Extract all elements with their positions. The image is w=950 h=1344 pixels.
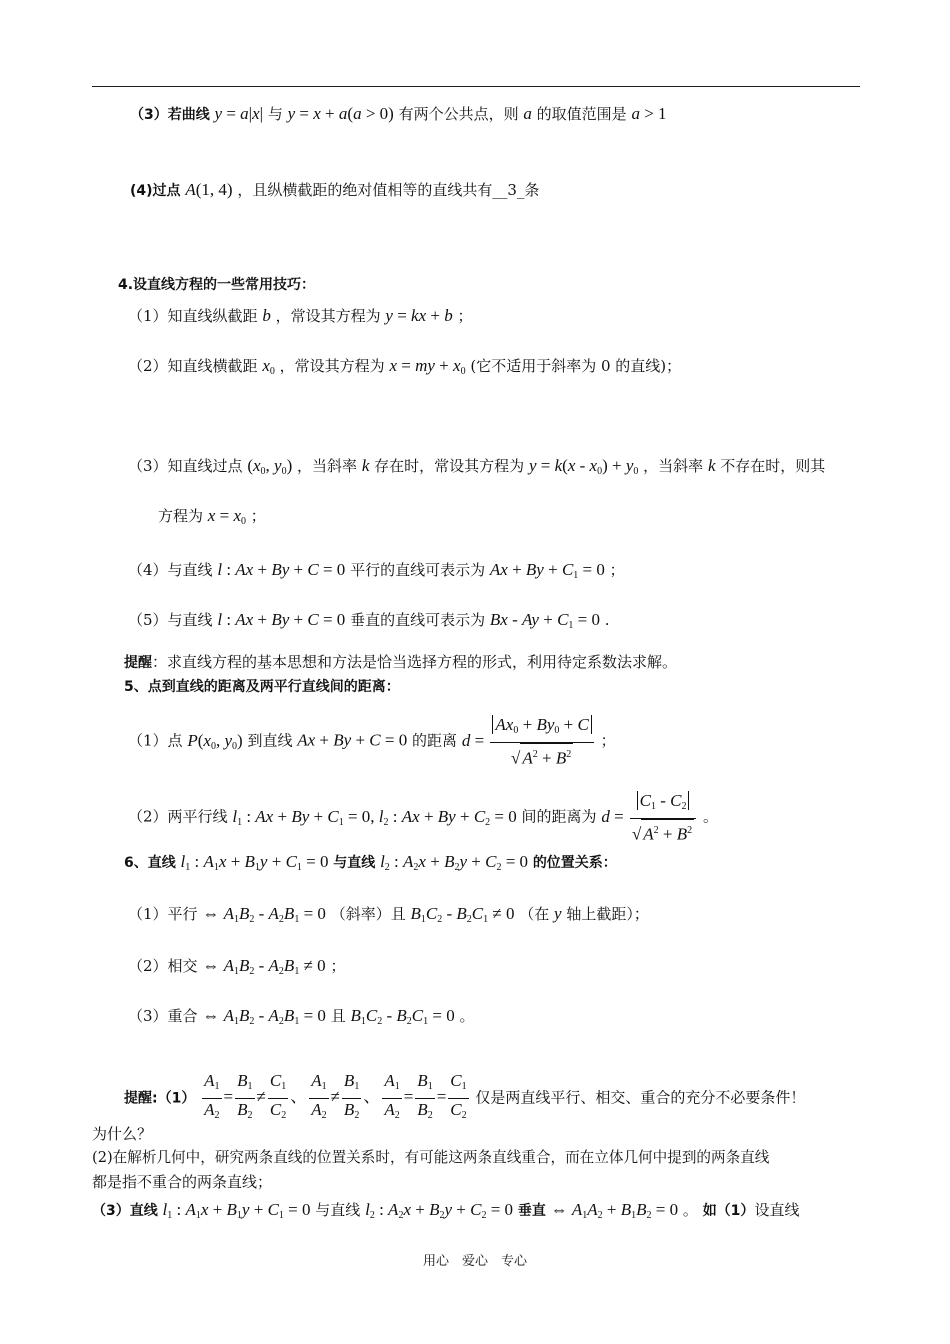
text: ，且纵横截距的绝对值相等的直线共有__3_条: [237, 181, 540, 199]
text: （3）直线: [92, 1203, 158, 1219]
point-p: $P(x_0$, $y_0$): [187, 730, 243, 752]
text: ；: [600, 731, 616, 750]
text: 为什么？: [92, 1125, 153, 1143]
s5-item-1: [128, 714, 616, 770]
text: 间的距离为: [521, 807, 597, 826]
point: ($x_0$, $y_0$): [247, 456, 293, 477]
text: 都是指不重合的两条直线；: [92, 1173, 273, 1191]
distance-formula: d = $\frac{Ax_0 + By_0 + C}{√ A^2 + B^2}$: [462, 731, 596, 750]
text: ，常设其方程为: [279, 357, 385, 375]
s4-item-2: [128, 356, 681, 382]
tip-label: 提醒:（1）: [124, 1090, 196, 1107]
formula: $Bx - Ay + C_1 = 0$: [489, 610, 601, 631]
text: 存在时，常设其方程为: [374, 457, 525, 475]
line-l: l : Ax + By + C = 0: [217, 560, 346, 579]
text: ；: [457, 307, 473, 325]
label: （3）若曲线: [130, 107, 210, 123]
formula: ⇔ $A_1B_2 - A_2B_1 = 0$: [202, 1006, 326, 1027]
formula: x = my + $x_0$: [389, 356, 466, 377]
s6-note-2: [92, 1148, 769, 1168]
text: 到直线: [247, 731, 293, 750]
section-6-title: [124, 852, 617, 878]
text: （1）知直线纵截距: [128, 307, 258, 325]
text: (2)在解析几何中，研究两条直线的位置关系时，有可能这两条直线重合，而在立体几何中提到的两条直线: [92, 1149, 770, 1166]
text: ，当斜率: [297, 457, 358, 475]
text: 设直线: [754, 1201, 800, 1219]
text: ；: [330, 957, 346, 975]
text: ，当斜率: [643, 457, 704, 475]
text: 方程为: [158, 507, 204, 525]
s6-why: [92, 1124, 152, 1144]
formula: ⇔ $A_1B_2 - A_2B_1 = 0$: [202, 904, 326, 925]
s6-parallel: [128, 904, 649, 930]
line-l: l : Ax + By + C = 0: [217, 610, 346, 629]
formula-curve: y = a|x|: [214, 104, 264, 123]
s4-item-5: [128, 610, 610, 636]
label: (4)过点: [130, 183, 181, 199]
point-a: A(1, 4): [185, 180, 233, 199]
text: 如（1）: [702, 1203, 755, 1219]
answer: a > 1: [631, 104, 667, 123]
text: （2）相交: [128, 957, 198, 975]
header-rule: [92, 86, 860, 87]
text: （2）两平行线: [128, 807, 228, 826]
formula: $x = x_0$: [207, 506, 246, 527]
text: 的取值范围是: [536, 105, 627, 123]
s6-note-2b: [92, 1172, 272, 1192]
text: 与直线: [315, 1201, 361, 1219]
var-k: k: [361, 456, 370, 475]
section-5-title: [124, 676, 400, 697]
var-b: b: [262, 306, 271, 325]
text: ；: [609, 561, 625, 579]
line-l2: $l_2$ : $A_2x + B_2y + C_2 = 0$: [380, 852, 529, 873]
text: （3）知直线过点: [128, 457, 243, 475]
formula: $B_1C_2 - B_2C_1 = 0$: [350, 1006, 455, 1027]
formula: $Ax + By + C_1 = 0$: [489, 560, 605, 581]
formula-line: y = x + a(a > 0): [287, 104, 394, 123]
text: 与: [267, 105, 283, 123]
text: 。: [702, 807, 718, 826]
text: (它不适用于斜率为 0 的直线)；: [470, 357, 682, 375]
text: （4）与直线: [128, 561, 213, 579]
text: 。: [682, 1201, 698, 1219]
title: 的位置关系：: [532, 855, 617, 871]
text: 平行的直线可表示为: [350, 561, 486, 579]
tip-label: 提醒: [124, 655, 152, 671]
text: ，常设其方程为: [275, 307, 381, 325]
line-l2: $l_2$ : $A_2x + B_2y + C_2 = 0$: [365, 1200, 514, 1221]
text: 。: [459, 1007, 475, 1025]
tip-text: ：求直线方程的基本思想和方法是恰当选择方程的形式，利用待定系数法求解。: [152, 653, 678, 671]
tip-text: 仅是两直线平行、相交、重合的充分不必要条件！: [475, 1088, 806, 1107]
s6-intersect: [128, 956, 345, 982]
line: Ax + By + C = 0: [297, 730, 408, 750]
title: 与直线: [333, 855, 376, 871]
text: （3）重合: [128, 1007, 198, 1025]
text: （在: [519, 905, 550, 923]
text: （1）平行: [128, 905, 198, 923]
formula: y = kx + b: [385, 306, 453, 325]
s5-item-2: [128, 790, 718, 846]
var-y: y: [554, 904, 562, 923]
line-l1: $l_1$ : $A_1x + B_1y + C_1 = 0$: [162, 1200, 311, 1221]
s4-item-4: [128, 560, 625, 586]
text: 有两个公共点，则: [398, 105, 519, 123]
title: 4.设直线方程的一些常用技巧：: [118, 277, 316, 293]
text: ；: [250, 507, 266, 525]
page-footer: 用心 爱心 专心: [422, 1254, 527, 1269]
formula: ⇔ $A_1A_2 + B_1B_2 = 0$: [550, 1200, 679, 1221]
text: 且: [330, 1007, 346, 1025]
ratio-formulas: $\frac{A_1}{A_2}$ = $\frac{B_1}{B_2}$ ≠ $\frac{C_1}{C_2}$ 、 $\frac{A_1}{A_2}$ ≠ $\frac{B_1}{B_2}$ 、 $\frac{A_1}{A_2}$ = $\frac{B_1}{B_2}$ = $\frac{C_1}{C_2}$: [204, 1071, 467, 1121]
var-a: a: [523, 104, 532, 123]
text: （1）点: [128, 731, 183, 750]
text: 垂直: [517, 1203, 546, 1219]
text: （2）知直线横截距: [128, 357, 258, 375]
title: 6、直线: [124, 855, 176, 871]
text: 轴上截距）；: [566, 905, 649, 923]
formula: ⇔ $A_1B_2 - A_2B_1 \ne 0$: [202, 956, 326, 977]
s4-item-1: [128, 306, 473, 326]
s4-item-3-cont: [158, 506, 266, 532]
s4-tip: [124, 652, 677, 673]
section-4-title: [118, 274, 315, 295]
s6-note-3: [92, 1200, 799, 1226]
text: 垂直的直线可表示为: [350, 611, 486, 629]
text: .: [604, 611, 610, 629]
parallel-lines: $l_1$ : $Ax + By + C_1 = 0$, $l_2$ : $Ax + By + C_2 = 0$: [232, 806, 517, 828]
text: 不存在时，则其: [720, 457, 826, 475]
distance-formula: d = $\frac{C_1 - C_2}{√ A^2 + B^2}$: [601, 807, 698, 826]
s6-coincide: [128, 1006, 475, 1032]
item-4-point: [130, 180, 539, 201]
text: （斜率）且: [330, 905, 406, 923]
s4-item-3: [128, 456, 825, 482]
item-3-curve: [130, 104, 667, 125]
formula: $y = k(x - x_0) + y_0$: [528, 456, 639, 477]
var-x0: $x_0$: [262, 356, 275, 377]
line-l1: $l_1$ : $A_1x + B_1y + C_1 = 0$: [180, 852, 329, 873]
text: 的距离: [412, 731, 458, 750]
text: （5）与直线: [128, 611, 213, 629]
title: 5、点到直线的距离及两平行直线间的距离：: [124, 679, 400, 695]
formula: $B_1C_2 - B_2C_1 \ne 0$: [410, 904, 515, 925]
var-k: k: [707, 456, 716, 475]
s6-tip: [124, 1070, 805, 1127]
